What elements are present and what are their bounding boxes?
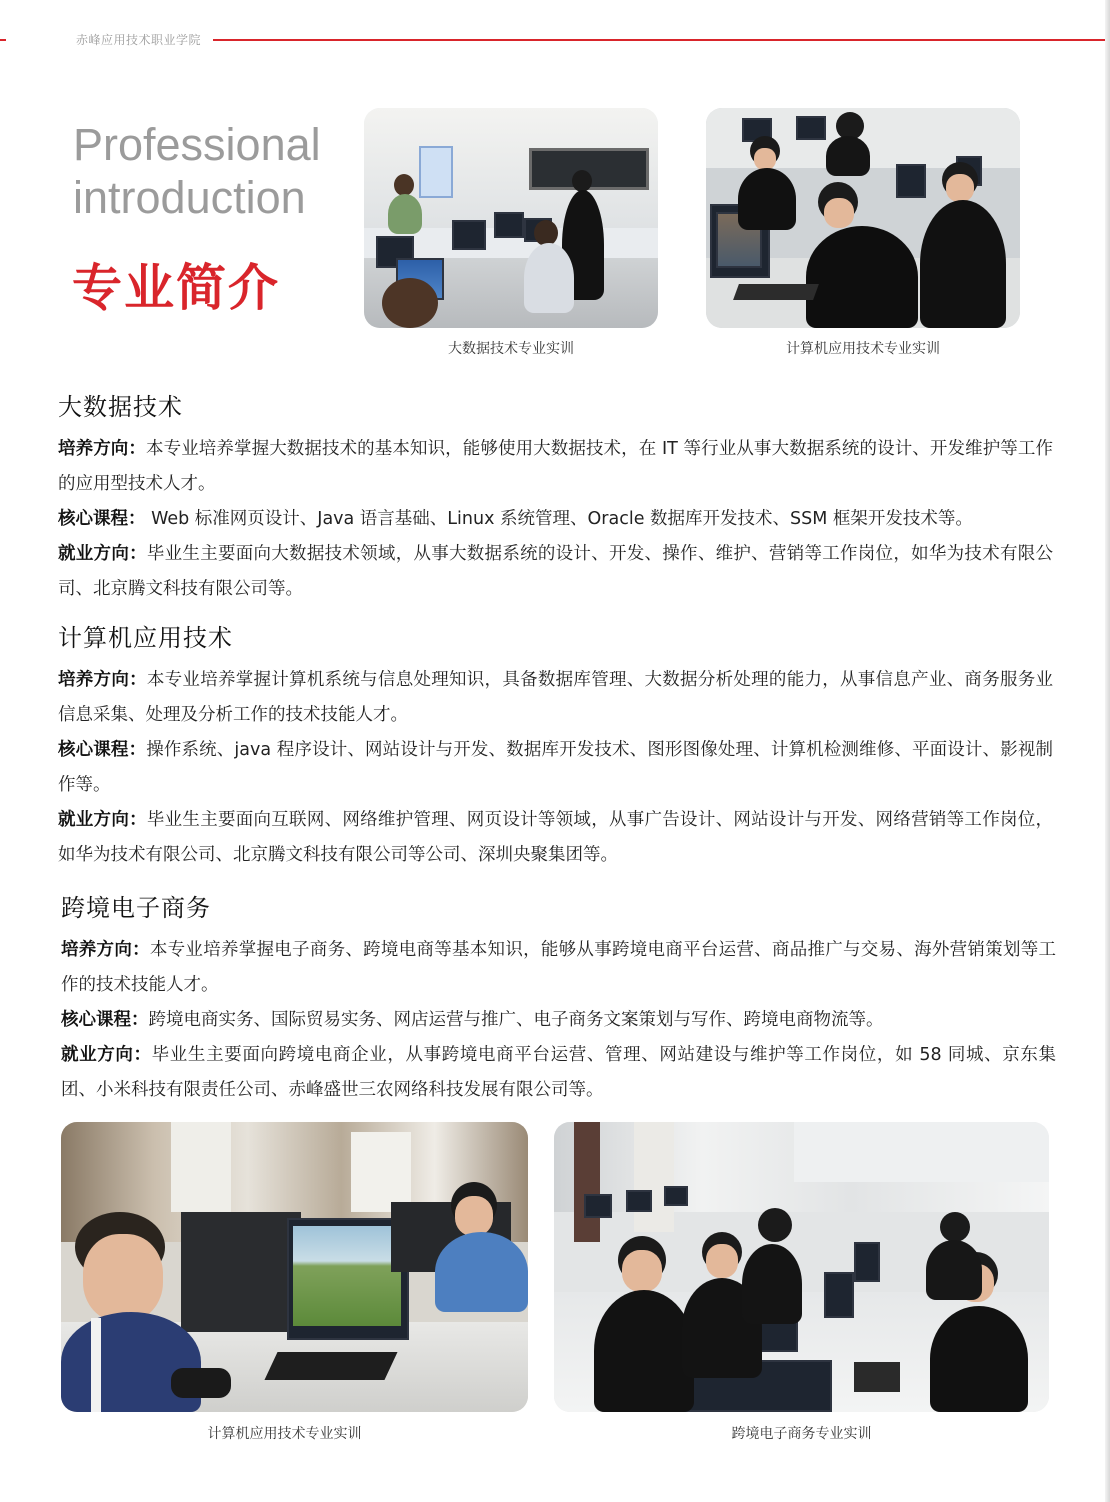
caption-top-left: 大数据技术专业实训 [448,341,574,357]
training-direction [58,663,1053,733]
courses-text: 操作系统、java 程序设计、网站设计与开发、数据库开发技术、图形图像处理、计算机检测维修、平面设计、影视制作等。 [58,740,1053,795]
photo-computer-application-lab [706,108,1020,328]
employment-text: 毕业生主要面向互联网、网络维护管理、网页设计等领域，从事广告设计、网站设计与开发、网络营销等工作岗位，如华为技术有限公司、北京腾文科技有限公司等公司、深圳央聚集团等。 [58,810,1054,865]
caption-bottom-right: 跨境电子商务专业实训 [731,1426,872,1442]
header-corner-mark [0,39,6,41]
core-courses [58,502,1053,537]
employment-direction [61,1038,1056,1108]
section-cross-border-ecommerce [61,888,1056,1108]
caption-top-right: 计算机应用技术专业实训 [786,341,940,357]
caption-bottom-left: 计算机应用技术专业实训 [207,1426,362,1442]
employment-text: 毕业生主要面向大数据技术领域，从事大数据系统的设计、开发、操作、维护、营销等工作岗位，如华为技术有限公司、北京腾文科技有限公司等。 [58,544,1054,599]
page-header [0,24,1110,54]
training-direction [58,432,1053,502]
employment-label: 就业方向： [58,544,147,564]
section-title: 计算机应用技术 [58,624,233,652]
employment-direction [58,803,1053,873]
courses-label: 核心课程： [61,1010,149,1030]
photo-big-data-lab [364,108,658,328]
training-text: 本专业培养掌握大数据技术的基本知识，能够使用大数据技术，在 IT 等行业从事大数据系统的设计、开发维护等工作的应用型技术人才。 [58,439,1053,494]
section-body [58,663,1053,873]
section-body [61,933,1056,1108]
english-title [73,118,321,224]
employment-label: 就业方向： [58,810,147,830]
core-courses [58,733,1053,803]
training-label: 培养方向： [61,940,150,960]
training-text: 本专业培养掌握电子商务、跨境电商等基本知识，能够从事跨境电商平台运营、商品推广与交易、海外营销策划等工作的技术技能人才。 [61,940,1057,995]
english-title-line2: introduction [73,172,306,223]
courses-label: 核心课程： [58,740,147,760]
core-courses [61,1003,1056,1038]
courses-label: 核心课程： [58,509,146,529]
section-big-data [58,387,1053,607]
employment-text: 毕业生主要面向跨境电商企业，从事跨境电商平台运营、管理、网站建设与维护等工作岗位，如 58 同城、京东集团、小米科技有限责任公司、赤峰盛世三农网络科技发展有限公司等。 [61,1045,1057,1100]
chinese-title: 专业简介 [72,259,280,317]
section-computer-application [58,618,1053,873]
header-rule [213,39,1106,41]
training-label: 培养方向： [58,670,147,690]
school-name: 赤峰应用技术职业学院 [76,33,202,47]
employment-label: 就业方向： [61,1045,152,1065]
training-label: 培养方向： [58,439,146,459]
training-direction [61,933,1056,1003]
courses-text: Web 标准网页设计、Java 语言基础、Linux 系统管理、Oracle 数据库开发技术、SSM 框架开发技术等。 [145,509,973,529]
section-title: 大数据技术 [58,393,183,421]
courses-text: 跨境电商实务、国际贸易实务、网店运营与推广、电子商务文案策划与写作、跨境电商物流等。 [148,1010,884,1030]
training-text: 本专业培养掌握计算机系统与信息处理知识，具备数据库管理、大数据分析处理的能力，从事信息产业、商务服务业信息采集、处理及分析工作的技术技能人才。 [58,670,1054,725]
section-title: 跨境电子商务 [61,894,211,922]
page-edge-shadow [1105,0,1110,1502]
photo-computer-lab-students [61,1122,528,1412]
employment-direction [58,537,1053,607]
english-title-line1: Professional [73,119,321,170]
photo-ecommerce-lab [554,1122,1049,1412]
section-body [58,432,1053,607]
